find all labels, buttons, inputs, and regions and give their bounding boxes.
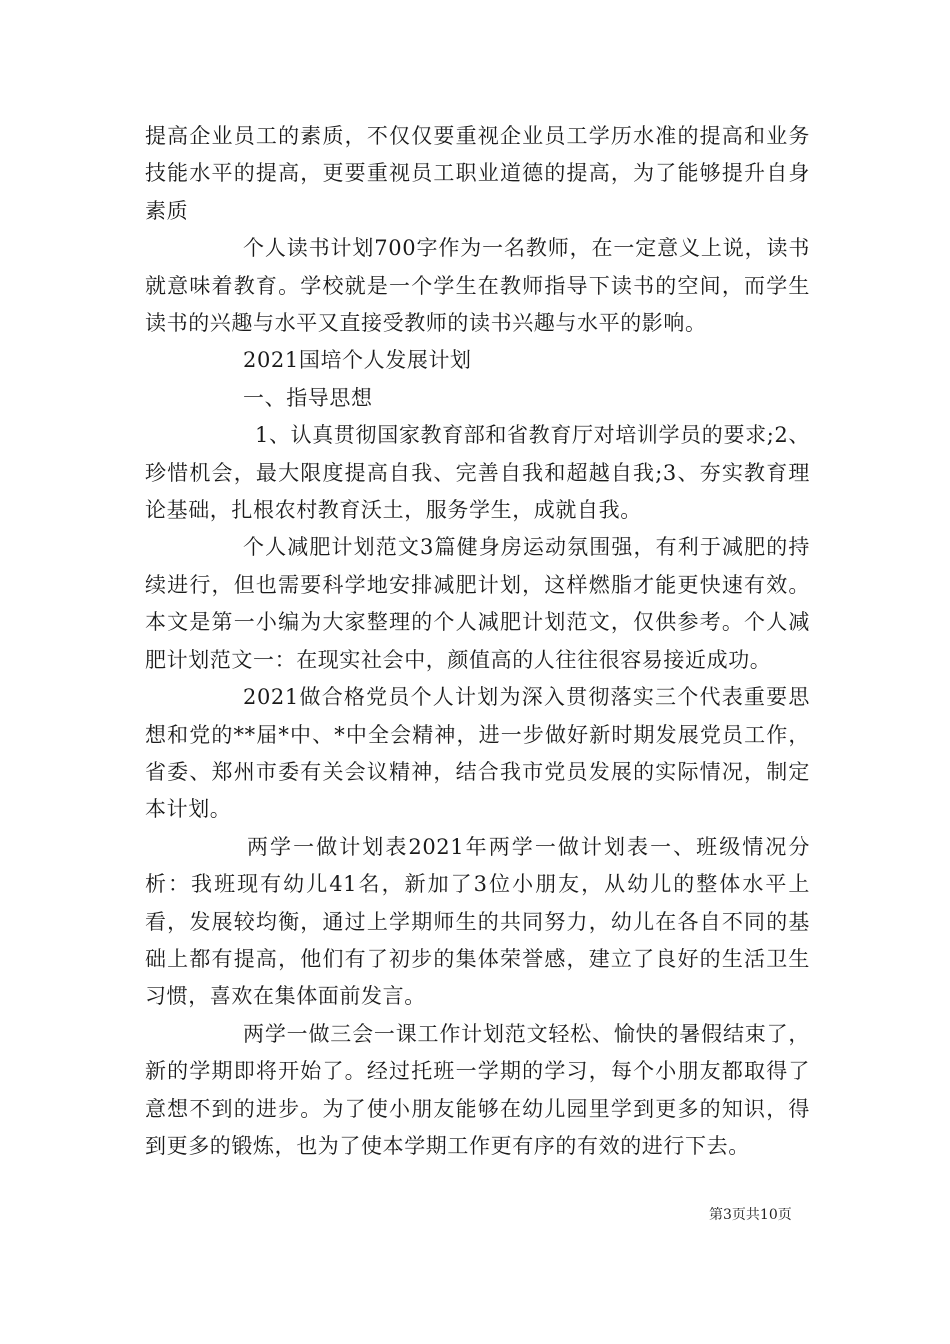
paragraph-4: 个人减肥计划范文3篇健身房运动氛围强，有利于减肥的持续进行，但也需要科学地安排减肥计划，这样燃脂才能更快速有效。本文是第一小编为大家整理的个人减肥计划范文，仅供参考。个人减肥计划范文一：在现实社会中，颜值高的人往往很容易接近成功。 bbox=[145, 535, 810, 672]
paragraph-5: 2021做合格党员个人计划为深入贯彻落实三个代表重要思想和党的**届*中、*中全会精神，进一步做好新时期发展党员工作，省委、郑州市委有关会议精神，结合我市党员发展的实际情况，制定本计划。 bbox=[145, 685, 810, 822]
page-number: 第3页共10页 bbox=[709, 1207, 792, 1223]
paragraph-3: 1、认真贯彻国家教育部和省教育厅对培训学员的要求;2、珍惜机会，最大限度提高自我、完善自我和超越自我;3、夯实教育理论基础，扎根农村教育沃土，服务学生，成就自我。 bbox=[145, 423, 810, 523]
paragraph-1: 提高企业员工的素质，不仅仅要重视企业员工学历水准的提高和业务技能水平的提高，更要重视员工职业道德的提高，为了能够提升自身素质 bbox=[145, 124, 810, 223]
document-body bbox=[145, 118, 810, 1165]
section-title: 2021国培个人发展计划 bbox=[243, 348, 472, 373]
subsection-title: 一、指导思想 bbox=[243, 385, 373, 410]
paragraph-2: 个人读书计划700字作为一名教师，在一定意义上说，读书就意味着教育。学校就是一个学生在教师指导下读书的空间，而学生读书的兴趣与水平又直接受教师的读书兴趣与水平的影响。 bbox=[145, 236, 810, 336]
paragraph-6: 两学一做计划表2021年两学一做计划表一、班级情况分析：我班现有幼儿41名，新加了3位小朋友，从幼儿的整体水平上看，发展较均衡，通过上学期师生的共同努力，幼儿在各自不同的基础上都有提高，他们有了初步的集体荣誉感，建立了良好的生活卫生习惯，喜欢在集体面前发言。 bbox=[145, 834, 810, 1009]
paragraph-7: 两学一做三会一课工作计划范文轻松、愉快的暑假结束了，新的学期即将开始了。经过托班一学期的学习，每个小朋友都取得了意想不到的进步。为了使小朋友能够在幼儿园里学到更多的知识，得到更多的锻炼，也为了使本学期工作更有序的有效的进行下去。 bbox=[145, 1021, 810, 1158]
